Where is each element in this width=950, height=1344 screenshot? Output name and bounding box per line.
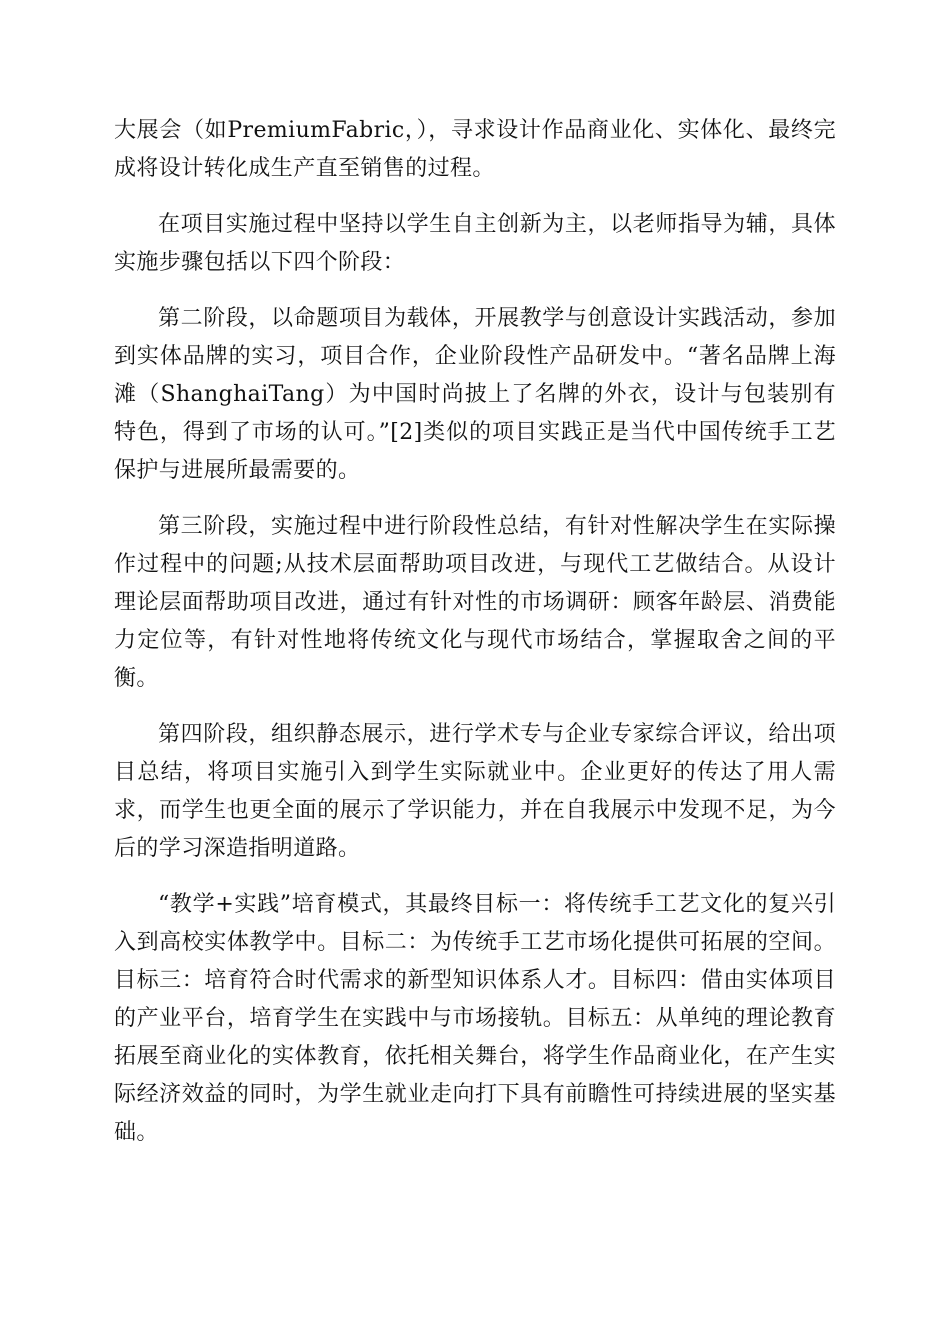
paragraph-stage-two: 第二阶段，以命题项目为载体，开展教学与创意设计实践活动，参加到实体品牌的实习，项目合作，企业阶段性产品研发中。“著名品牌上海滩（ShanghaiTang）为中国时尚披上了名牌的外衣，设计与包装别有特色，得到了市场的认可。”[2]类似的项目实践正是当代中国传统手工艺保护与进展所最需要的。 — [114, 306, 836, 483]
paragraph-implementation-intro: 在项目实施过程中坚持以学生自主创新为主，以老师指导为辅，具体实施步骤包括以下四个阶段： — [114, 212, 836, 275]
paragraph-goals: “教学+实践”培育模式，其最终目标一：将传统手工艺文化的复兴引入到高校实体教学中。目标二：为传统手工艺市场化提供可拓展的空间。目标三：培育符合时代需求的新型知识体系人才。目标四：借由实体项目的产业平台，培育学生在实践中与市场接轨。目标五：从单纯的理论教育拓展至商业化的实体教育，依托相关舞台，将学生作品商业化，在产生实际经济效益的同时，为学生就业走向打下具有前瞻性可持续进展的坚实基础。 — [114, 892, 836, 1145]
paragraph-stage-four: 第四阶段，组织静态展示，进行学术专与企业专家综合评议，给出项目总结，将项目实施引入到学生实际就业中。企业更好的传达了用人需求，而学生也更全面的展示了学识能力，并在自我展示中发现不足，为今后的学习深造指明道路。 — [114, 722, 836, 861]
document-page — [114, 112, 836, 1152]
paragraph-continuation: 大展会（如PremiumFabric，），寻求设计作品商业化、实体化、最终完成将设计转化成生产直至销售的过程。 — [114, 118, 836, 181]
paragraph-stage-three: 第三阶段，实施过程中进行阶段性总结，有针对性解决学生在实际操作过程中的问题;从技术层面帮助项目改进，与现代工艺做结合。从设计理论层面帮助项目改进，通过有针对性的市场调研：顾客年龄层、消费能力定位等，有针对性地将传统文化与现代市场结合，掌握取舍之间的平衡。 — [114, 514, 836, 691]
